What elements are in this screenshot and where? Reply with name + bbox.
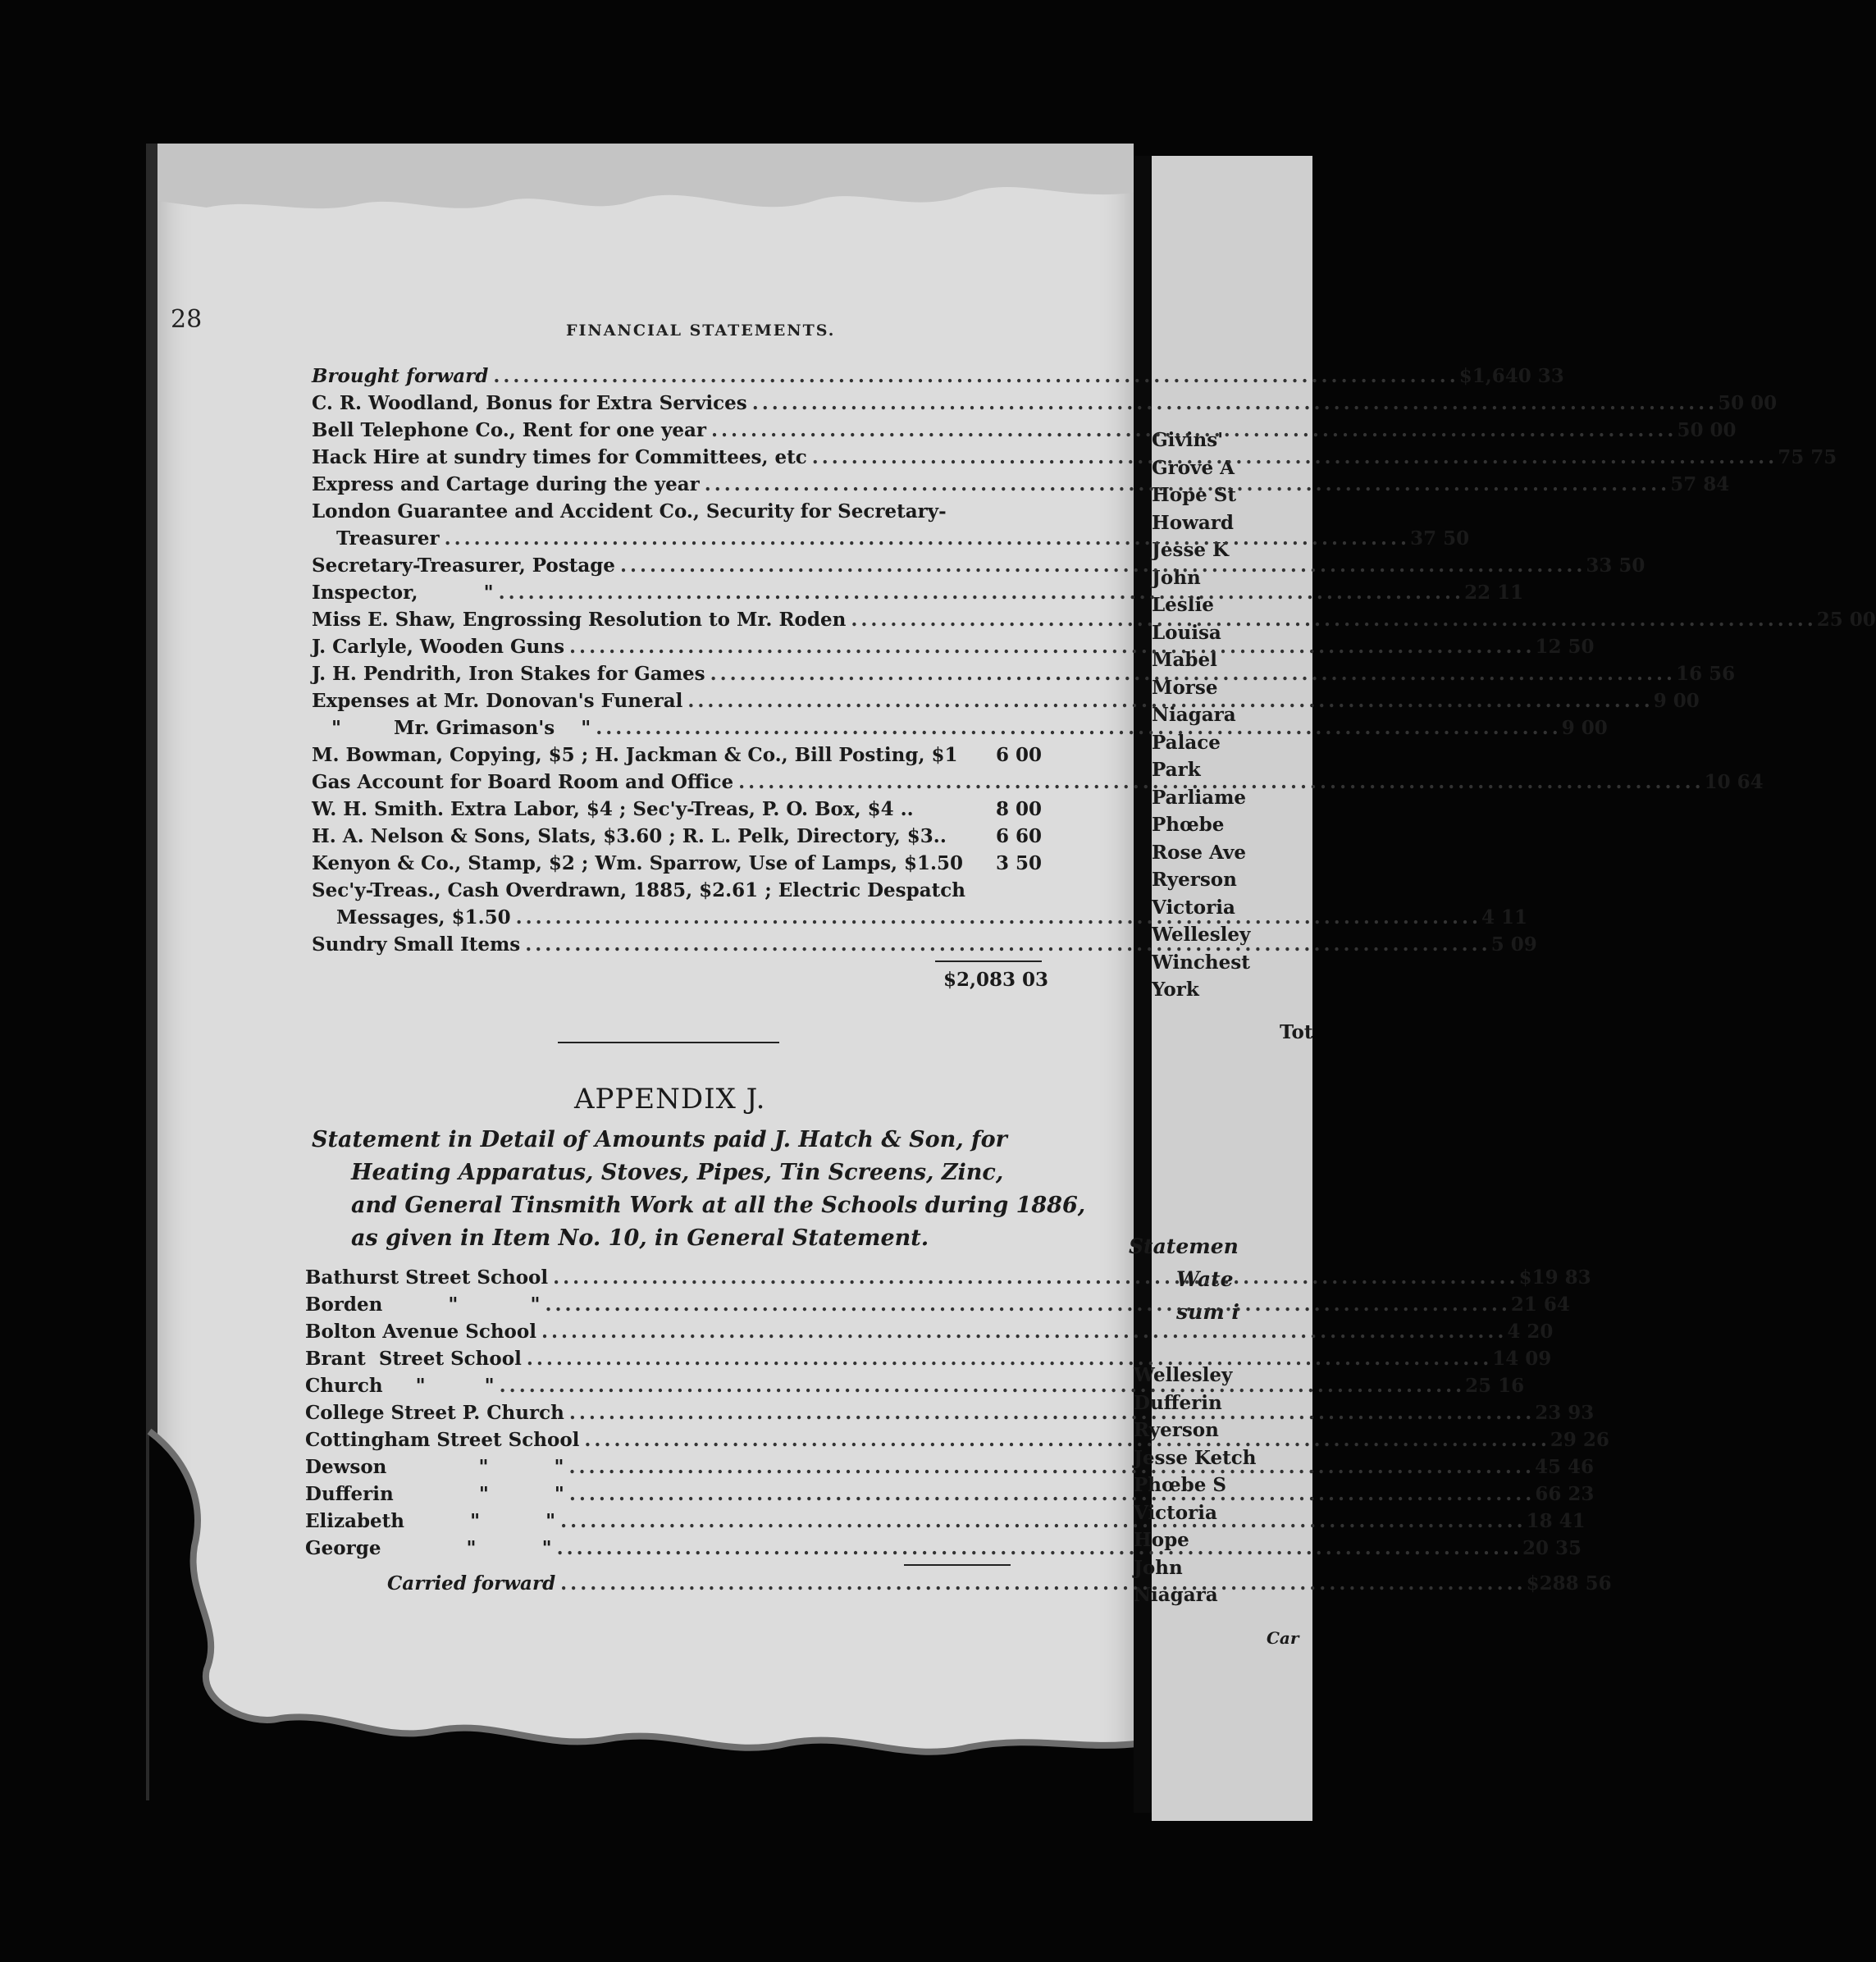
leader-dots bbox=[711, 419, 1672, 441]
running-head: FINANCIAL STATEMENTS. bbox=[566, 322, 836, 340]
school-amount: 66 23 bbox=[1535, 1483, 1595, 1505]
leader-dots bbox=[851, 609, 1811, 631]
ledger-row bbox=[312, 852, 1042, 879]
ledger-desc: Expenses at Mr. Donovan's Funeral bbox=[312, 690, 683, 712]
list-item: Rose Ave bbox=[1152, 841, 1246, 864]
ledger-desc: Express and Cartage during the year bbox=[312, 473, 700, 495]
statement-line: and General Tinsmith Work at all the Schools during 1886, bbox=[351, 1193, 1086, 1218]
ledger-desc: Inspector, " bbox=[312, 582, 494, 604]
ledger-amount: 75 75 bbox=[1778, 446, 1837, 468]
ledger-amount: $1,640 33 bbox=[1458, 365, 1564, 387]
ledger-desc: Hack Hire at sundry times for Committees, etc bbox=[312, 446, 807, 468]
statement-line: sum i bbox=[1176, 1300, 1239, 1324]
list-item: John bbox=[1152, 566, 1201, 589]
ledger-desc: Miss E. Shaw, Engrossing Resolution to Mr. Roden bbox=[312, 609, 847, 631]
leader-dots bbox=[738, 771, 1699, 793]
statement-line: Wate bbox=[1176, 1267, 1234, 1291]
ledger-desc: C. R. Woodland, Bonus for Extra Services bbox=[312, 392, 747, 414]
sum-rule bbox=[904, 1564, 1011, 1566]
ledger-amount: 25 00 bbox=[1816, 609, 1876, 631]
ledger-desc: " Mr. Grimason's " bbox=[331, 717, 591, 739]
list-item: Winchest bbox=[1152, 951, 1250, 974]
carried-forward-amount: $288 56 bbox=[1526, 1572, 1612, 1595]
ledger-amount: 57 84 bbox=[1670, 473, 1730, 495]
ledger-row bbox=[312, 744, 1042, 771]
list-item: Mabel bbox=[1152, 649, 1217, 671]
ledger-desc: Sec'y-Treas., Cash Overdrawn, 1885, $2.61 ; Electric Despatch bbox=[312, 879, 965, 901]
leader-dots bbox=[812, 446, 1773, 468]
leader-dots bbox=[687, 690, 1648, 712]
school-name: Borden " " bbox=[305, 1294, 541, 1316]
leader-dots bbox=[560, 1510, 1521, 1532]
ledger-amount: 16 56 bbox=[1676, 663, 1736, 685]
leader-dots bbox=[560, 1564, 1521, 1595]
leader-dots bbox=[584, 1429, 1545, 1451]
leader-dots bbox=[557, 1537, 1518, 1559]
list-item: Victoria bbox=[1152, 896, 1235, 919]
school-amount: $19 83 bbox=[1518, 1266, 1591, 1289]
school-name: Church " " bbox=[305, 1375, 495, 1397]
ledger-amount: 33 50 bbox=[1586, 554, 1645, 577]
carried-forward-label: Carried forward bbox=[387, 1572, 556, 1595]
appendix-statement bbox=[312, 1124, 1086, 1255]
list-item: Ryerson bbox=[1152, 869, 1237, 891]
list-item: Howard bbox=[1152, 511, 1234, 534]
leader-dots bbox=[569, 1402, 1530, 1424]
ledger-desc: J. H. Pendrith, Iron Stakes for Games bbox=[312, 663, 705, 685]
sum-rule bbox=[935, 960, 1042, 962]
list-item: Wellesley bbox=[1134, 1364, 1233, 1386]
list-item: Jesse K bbox=[1152, 539, 1230, 561]
leader-dots bbox=[569, 1456, 1530, 1478]
ledger-amount: 9 00 bbox=[1653, 690, 1700, 712]
list-item: Grove A bbox=[1152, 456, 1235, 479]
leader-dots bbox=[710, 663, 1671, 685]
ledger-desc: London Guarantee and Accident Co., Security for Secretary- bbox=[312, 500, 947, 522]
list-item: Leslie bbox=[1152, 594, 1214, 616]
ledger-desc: Bell Telephone Co., Rent for one year bbox=[312, 419, 706, 441]
school-name: Cottingham Street School bbox=[305, 1429, 580, 1451]
ledger-amount: 5 09 bbox=[1490, 933, 1537, 956]
ledger-amount: 50 00 bbox=[1718, 392, 1778, 414]
ledger-amount: 37 50 bbox=[1410, 527, 1470, 550]
list-item: Phœbe bbox=[1152, 814, 1225, 836]
list-item: Morse bbox=[1152, 676, 1218, 699]
ledger-amount: 6 60 bbox=[995, 825, 1042, 847]
ledger-desc: Treasurer bbox=[336, 527, 440, 550]
school-amount: 25 16 bbox=[1465, 1375, 1525, 1397]
ledger-desc: H. A. Nelson & Sons, Slats, $3.60 ; R. L. Pelk, Directory, $3.. bbox=[312, 825, 947, 847]
ledger-row bbox=[312, 500, 1042, 527]
leader-dots bbox=[569, 636, 1530, 658]
list-item: Hope St bbox=[1152, 484, 1237, 506]
list-item: Louisa bbox=[1152, 621, 1221, 644]
leader-dots bbox=[541, 1321, 1502, 1343]
school-amount: 18 41 bbox=[1526, 1510, 1586, 1532]
list-item: Niagara bbox=[1134, 1584, 1218, 1606]
school-amount: 4 20 bbox=[1507, 1321, 1554, 1343]
list-item: Parliame bbox=[1152, 786, 1247, 809]
statement-line: Statement in Detail of Amounts paid J. Hatch & Son, for bbox=[312, 1127, 1007, 1152]
list-item: Victoria bbox=[1134, 1501, 1217, 1524]
leader-dots bbox=[516, 906, 1477, 929]
ledger-desc: Gas Account for Board Room and Office bbox=[312, 771, 734, 793]
appendix-title: APPENDIX J. bbox=[574, 1083, 766, 1116]
ledger-desc: Brought forward bbox=[312, 365, 489, 387]
ledger-amount: 3 50 bbox=[995, 852, 1042, 874]
school-amount: 23 93 bbox=[1535, 1402, 1595, 1424]
ledger-row bbox=[312, 365, 1564, 392]
statement-line: as given in Item No. 10, in General Statement. bbox=[351, 1225, 929, 1251]
list-item: Palace bbox=[1152, 731, 1221, 754]
school-name: Dufferin " " bbox=[305, 1483, 564, 1505]
ledger-row bbox=[312, 392, 1778, 419]
ledger-desc: J. Carlyle, Wooden Guns bbox=[312, 636, 565, 658]
leader-dots bbox=[493, 365, 1454, 387]
list-item: John bbox=[1134, 1556, 1183, 1579]
ledger-amount: 4 11 bbox=[1481, 906, 1528, 929]
list-item: Dufferin bbox=[1134, 1391, 1222, 1414]
leader-dots bbox=[499, 582, 1459, 604]
list-item: Park bbox=[1152, 759, 1201, 781]
ledger-amount: 10 64 bbox=[1704, 771, 1764, 793]
list-item: York bbox=[1152, 979, 1199, 1001]
page-number: 28 bbox=[171, 305, 203, 334]
school-name: Elizabeth " " bbox=[305, 1510, 556, 1532]
list-item: Wellesley bbox=[1152, 924, 1251, 946]
list-item: Ryerson bbox=[1134, 1419, 1219, 1441]
school-amount: 20 35 bbox=[1522, 1537, 1582, 1559]
ledger-amount: 9 00 bbox=[1561, 717, 1608, 739]
school-amount: 14 09 bbox=[1492, 1348, 1552, 1370]
school-amount: 21 64 bbox=[1510, 1294, 1570, 1316]
school-name: College Street P. Church bbox=[305, 1402, 564, 1424]
list-item: Jesse Ketch bbox=[1134, 1446, 1257, 1469]
adjacent-carried-label: Car bbox=[1267, 1628, 1299, 1648]
leader-dots bbox=[527, 1348, 1487, 1370]
adjacent-total-label: Tot bbox=[1280, 1021, 1313, 1043]
ledger-desc: Sundry Small Items bbox=[312, 933, 521, 956]
leader-dots bbox=[553, 1266, 1513, 1289]
section-divider bbox=[558, 1042, 779, 1043]
school-amount: 45 46 bbox=[1534, 1456, 1594, 1478]
ledger-amount: 12 50 bbox=[1535, 636, 1595, 658]
school-amount: 29 26 bbox=[1550, 1429, 1609, 1451]
ledger-desc: W. H. Smith. Extra Labor, $4 ; Sec'y-Treas, P. O. Box, $4 .. bbox=[312, 798, 914, 820]
leader-dots bbox=[525, 933, 1486, 956]
ledger-amount: 22 11 bbox=[1464, 582, 1524, 604]
leader-dots bbox=[545, 1294, 1505, 1316]
ledger-row bbox=[312, 798, 1042, 825]
ledger-total: $2,083 03 bbox=[943, 969, 1049, 991]
leader-dots bbox=[705, 473, 1665, 495]
torn-top-edge bbox=[157, 144, 1134, 242]
ledger-amount: 8 00 bbox=[995, 798, 1042, 820]
list-item: Hope bbox=[1134, 1529, 1189, 1551]
list-item: Phœbe S bbox=[1134, 1474, 1226, 1496]
leader-dots bbox=[569, 1483, 1530, 1505]
ledger-desc: Secretary-Treasurer, Postage bbox=[312, 554, 615, 577]
leader-dots bbox=[445, 527, 1405, 550]
school-name: George " " bbox=[305, 1537, 552, 1559]
leader-dots bbox=[752, 392, 1713, 414]
ledger-amount: 50 00 bbox=[1677, 419, 1737, 441]
list-item: Niagara bbox=[1152, 704, 1236, 726]
school-name: Brant Street School bbox=[305, 1348, 522, 1370]
leader-dots bbox=[620, 554, 1581, 577]
table-row bbox=[305, 1321, 1554, 1348]
school-name: Dewson " " bbox=[305, 1456, 564, 1478]
statement-line: Statemen bbox=[1129, 1234, 1239, 1258]
leader-dots bbox=[596, 717, 1556, 739]
ledger-amount: 6 00 bbox=[995, 744, 1042, 766]
ledger-total-row bbox=[312, 960, 1049, 993]
statement-line: Heating Apparatus, Stoves, Pipes, Tin Screens, Zinc, bbox=[351, 1160, 1004, 1185]
leader-dots bbox=[500, 1375, 1460, 1397]
school-name: Bolton Avenue School bbox=[305, 1321, 536, 1343]
ledger-desc: M. Bowman, Copying, $5 ; H. Jackman & Co., Bill Posting, $1 bbox=[312, 744, 958, 766]
school-name: Bathurst Street School bbox=[305, 1266, 549, 1289]
ledger-desc: Kenyon & Co., Stamp, $2 ; Wm. Sparrow, Use of Lamps, $1.50 bbox=[312, 852, 964, 874]
ledger-desc: Messages, $1.50 bbox=[336, 906, 511, 929]
ledger-row bbox=[312, 825, 1042, 852]
ledger-row bbox=[312, 879, 1042, 906]
list-item: Givins' bbox=[1152, 429, 1224, 451]
